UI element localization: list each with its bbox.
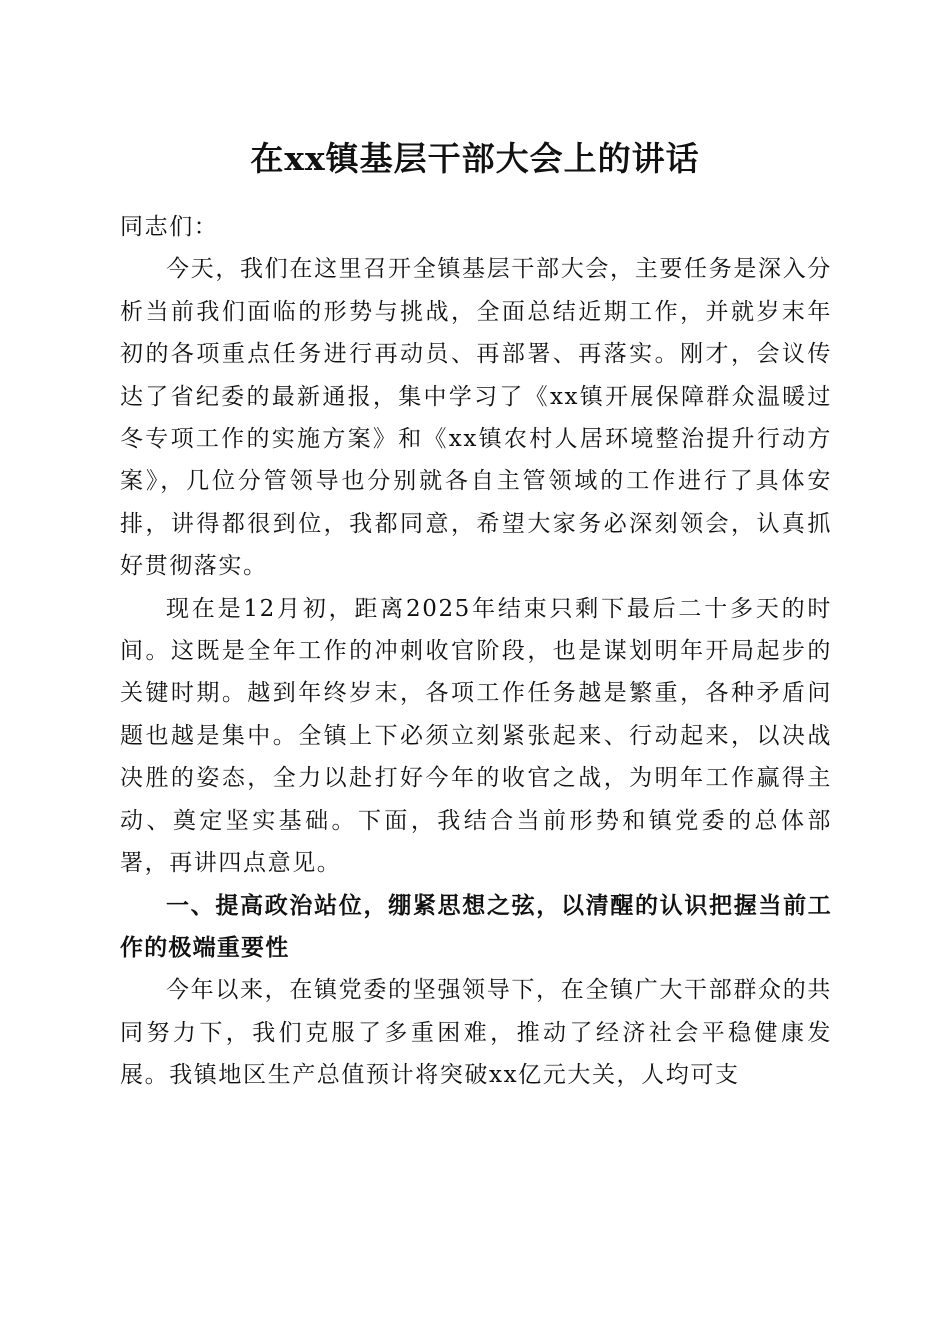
body-paragraph-opening: 今天，我们在这里召开全镇基层干部大会，主要任务是深入分析当前我们面临的形势与挑战，全面总结近期工作，并就岁末年初的各项重点任务进行再动员、再部署、再落实。刚才，会议传达了省纪委的最新通报，集中学习了《xx镇开展保障群众温暖过冬专项工作的实施方案》和《xx镇农村人居环境整治提升行动方案》，几位分管领导也分别就各自主管领域的工作进行了具体安排，讲得都很到位，我都同意，希望大家务必深刻领会，认真抓好贯彻落实。 <box>120 256 832 580</box>
document-body <box>120 206 832 1097</box>
document-title: 在xx镇基层干部大会上的讲话 <box>250 139 700 178</box>
body-paragraph-section-one: 今年以来，在镇党委的坚强领导下，在全镇广大干部群众的共同努力下，我们克服了多重困难，推动了经济社会平稳健康发展。我镇地区生产总值预计将突破xx亿元大关，人均可支 <box>120 977 832 1089</box>
section-heading-one: 一、提高政治站位，绷紧思想之弦，以清醒的认识把握当前工作的极端重要性 <box>120 892 832 961</box>
body-paragraph-timing: 现在是12月初，距离2025年结束只剩下最后二十多天的时间。这既是全年工作的冲刺收官阶段，也是谋划明年开局起步的关键时期。越到年终岁末，各项工作任务越是繁重，各种矛盾问题也越是集中。全镇上下必须立刻紧张起来、行动起来，以决战决胜的姿态，全力以赴打好今年的收官之战，为明年工作赢得主动、奠定坚实基础。下面，我结合当前形势和镇党委的总体部署，再讲四点意见。 <box>120 595 832 877</box>
salutation: 同志们： <box>120 214 219 240</box>
